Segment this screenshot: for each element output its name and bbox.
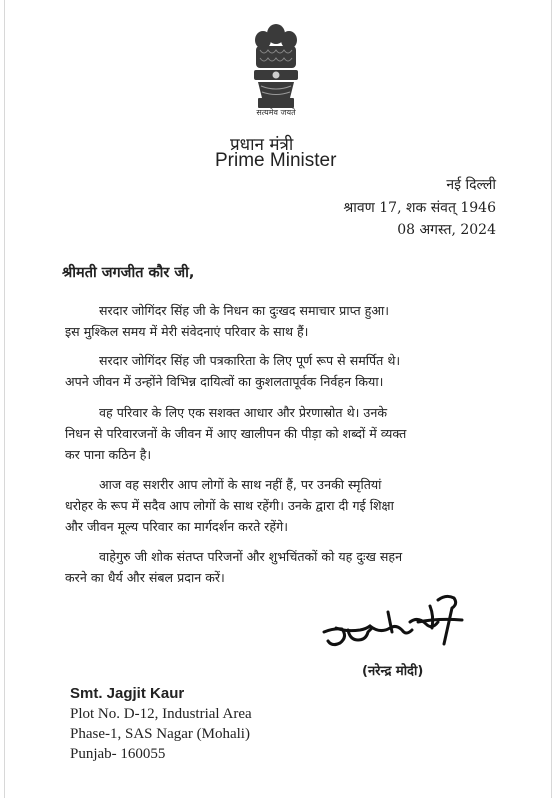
address-line-1: Plot No. D-12, Industrial Area [70,706,252,722]
letter-date: 08 अगस्त, 2024 [397,222,496,238]
text-line: करने का धैर्य और संबल प्रदान करें। [65,570,225,585]
text-line: सरदार जोगिंदर सिंह जी के निधन का दुःखद समाचार प्राप्त हुआ। [99,303,390,318]
paragraph-5 [65,546,505,588]
text-line: वह परिवार के लिए एक सशक्त आधार और प्रेरणास्रोत थे। उनके [99,405,387,420]
paragraph-2 [65,350,505,392]
text-line: धरोहर के रूप में सदैव आप लोगों के साथ रहेंगी। उनके द्वारा दी गई शिक्षा [65,498,394,513]
text-line: सरदार जोगिंदर सिंह जी पत्रकारिता के लिए पूर्ण रूप से समर्पित थे। [99,353,401,368]
paragraph-4 [65,474,505,537]
text-line: निधन से परिवारजनों के जीवन में आए खालीपन की पीड़ा को शब्दों में व्यक्त [65,426,407,441]
paragraph-1 [65,300,505,342]
address-line-2: Phase-1, SAS Nagar (Mohali) [70,726,250,742]
text-line: आज वह सशरीर आप लोगों के साथ नहीं हैं, पर उनकी स्मृतियां [99,477,382,492]
national-emblem-icon [246,20,306,120]
signatory-name: (नरेन्द्र मोदी) [362,664,424,679]
text-line: कर पाना कठिन है। [65,447,152,462]
hindu-calendar-date: श्रावण 17, शक संवत् 1946 [343,200,496,216]
place: नई दिल्ली [446,177,496,193]
text-line: वाहेगुरु जी शोक संतप्त परिजनों और शुभचिंतकों को यह दुःख सहन [99,549,403,564]
title-hindi: प्रधान मंत्री [230,135,294,155]
address-line-3: Punjab- 160055 [70,746,166,762]
text-line: अपने जीवन में उन्होंने विभिन्न दायित्वों का कुशलतापूर्वक निर्वहन किया। [65,374,384,389]
signature-image [318,592,468,654]
recipient-name: Smt. Jagjit Kaur [70,685,185,702]
text-line: इस मुश्किल समय में मेरी संवेदनाएं परिवार के साथ हैं। [65,324,309,339]
paragraph-3 [65,402,505,465]
title-english: Prime Minister [215,150,337,171]
salutation: श्रीमती जगजीत कौर जी, [62,265,195,281]
emblem-motto: सत्यमेव जयते [256,108,296,117]
text-line: और जीवन मूल्य परिवार का मार्गदर्शन करते रहेंगे। [65,519,288,534]
